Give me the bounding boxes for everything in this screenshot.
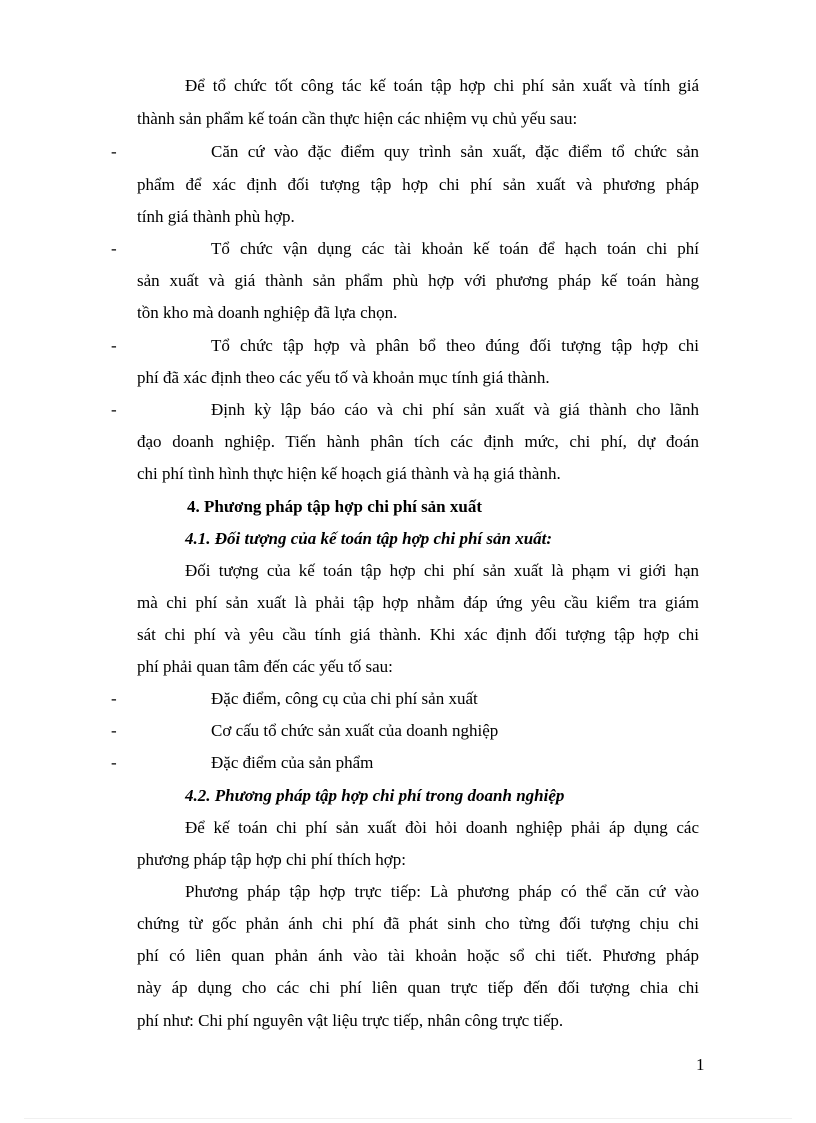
task-2-line-1: Tổ chức vận dụng các tài khoản kế toán để hạch toán chi phí: [211, 239, 699, 258]
intro-line-1: Để tổ chức tốt công tác kế toán tập hợp chi phí sản xuất và tính giá: [185, 76, 699, 95]
factor-2-dash: -: [111, 721, 117, 740]
task-3-line-2: phí đã xác định theo các yếu tố và khoản mục tính giá thành.: [137, 368, 550, 387]
task-4-line-3: chi phí tình hình thực hiện kế hoạch giá thành và hạ giá thành.: [137, 464, 561, 483]
task-2-dash: -: [111, 239, 117, 258]
factor-2: Cơ cấu tổ chức sản xuất của doanh nghiệp: [211, 721, 499, 740]
task-1-line-1: Căn cứ vào đặc điểm quy trình sản xuất, đặc điểm tổ chức sản: [211, 142, 699, 161]
section-4-2-line-1: Để kế toán chi phí sản xuất đòi hỏi doanh nghiệp phải áp dụng các: [185, 818, 699, 837]
task-4-dash: -: [111, 400, 117, 419]
task-4-line-1: Định kỳ lập báo cáo và chi phí sản xuất và giá thành cho lãnh: [211, 400, 699, 419]
task-2-line-3: tồn kho mà doanh nghiệp đã lựa chọn.: [137, 303, 398, 322]
factor-3-dash: -: [111, 753, 117, 772]
direct-method-line-5: phí như: Chi phí nguyên vật liệu trực tiếp, nhân công trực tiếp.: [137, 1011, 564, 1030]
factor-3: Đặc điểm của sản phẩm: [211, 753, 374, 772]
task-3-line-1: Tổ chức tập hợp và phân bổ theo đúng đối tượng tập hợp chi: [211, 336, 699, 355]
direct-method-line-3: phí có liên quan phản ánh vào tài khoản hoặc sổ chi tiết. Phương pháp: [137, 946, 699, 965]
section-4-1-line-1: Đối tượng của kế toán tập hợp chi phí sản xuất là phạm vi giới hạn: [185, 561, 699, 580]
section-4-heading: 4. Phương pháp tập hợp chi phí sản xuất: [187, 497, 483, 516]
section-4-2-line-2: phương pháp tập hợp chi phí thích hợp:: [137, 850, 406, 869]
task-1-line-2: phẩm để xác định đối tượng tập hợp chi phí sản xuất và phương pháp: [137, 175, 699, 194]
task-1-dash: -: [111, 142, 117, 161]
direct-method-line-4: này áp dụng cho các chi phí liên quan trực tiếp đến đối tượng chia chi: [137, 978, 699, 997]
page-bottom-divider: [24, 1118, 792, 1119]
section-4-1-heading: 4.1. Đối tượng của kế toán tập hợp chi phí sản xuất:: [185, 529, 553, 548]
section-4-1-line-3: sát chi phí và yêu cầu tính giá thành. Khi xác định đối tượng tập hợp chi: [137, 625, 699, 644]
factor-1: Đặc điểm, công cụ của chi phí sản xuất: [211, 689, 478, 708]
section-4-2-heading: 4.2. Phương pháp tập hợp chi phí trong doanh nghiệp: [185, 786, 565, 805]
section-4-1-line-2: mà chi phí sản xuất là phải tập hợp nhằm đáp ứng yêu cầu kiểm tra giám: [137, 593, 699, 612]
page-number: 1: [696, 1055, 705, 1074]
task-4-line-2: đạo doanh nghiệp. Tiến hành phân tích các định mức, chi phí, dự đoán: [137, 432, 699, 451]
task-1-line-3: tính giá thành phù hợp.: [137, 207, 295, 226]
section-4-1-line-4: phí phải quan tâm đến các yếu tố sau:: [137, 657, 393, 676]
intro-line-2: thành sản phẩm kế toán cần thực hiện các nhiệm vụ chủ yếu sau:: [137, 109, 578, 128]
task-2-line-2: sản xuất và giá thành sản phẩm phù hợp với phương pháp kế toán hàng: [137, 271, 699, 290]
factor-1-dash: -: [111, 689, 117, 708]
task-3-dash: -: [111, 336, 117, 355]
direct-method-line-1: Phương pháp tập hợp trực tiếp: Là phương pháp có thể căn cứ vào: [185, 882, 699, 901]
direct-method-line-2: chứng từ gốc phản ánh chi phí đã phát sinh cho từng đối tượng chịu chi: [137, 914, 699, 933]
